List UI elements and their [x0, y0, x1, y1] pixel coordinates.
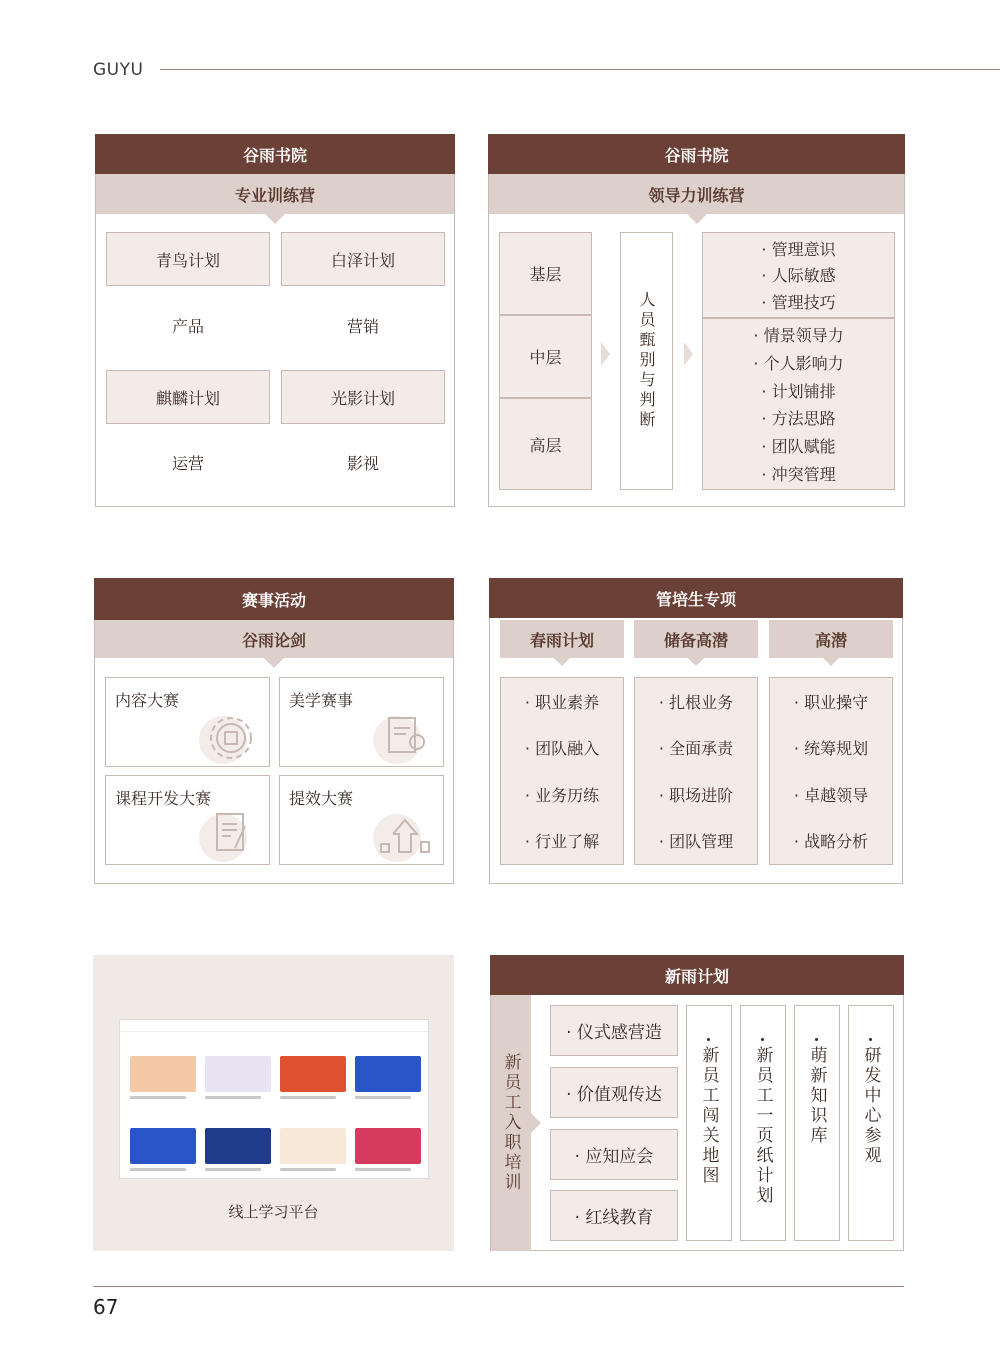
program-column [686, 1005, 732, 1241]
program-text: 萌新知识库 [806, 1046, 827, 1146]
head-notch [823, 658, 839, 666]
panel-subtitle-text: 专业训练营 [234, 185, 315, 205]
platform-screenshot [119, 1019, 429, 1179]
document-edit-icon [199, 800, 263, 864]
plan-area: 产品 [171, 316, 204, 336]
skill-item: · 团队赋能 [761, 434, 835, 457]
column-item: · 职场进阶 [659, 783, 733, 806]
panel-online-platform [93, 955, 454, 1251]
subtitle-notch [687, 214, 707, 224]
course-thumbnail [205, 1128, 271, 1164]
page-number: 67 [93, 1295, 119, 1319]
column-item: · 职业操守 [794, 690, 868, 713]
level-box: 高层 [499, 398, 592, 490]
skills-bottom-box [702, 318, 895, 490]
skills-top-list [703, 233, 894, 317]
caption-line [205, 1096, 261, 1099]
bullet-dot [869, 1038, 872, 1041]
program-text: 研发中心参观 [860, 1046, 881, 1166]
caption-line [280, 1168, 336, 1171]
side-notch [531, 1113, 541, 1133]
skills-bottom-list [703, 319, 894, 489]
column-item: · 职业素养 [525, 690, 599, 713]
column-list [634, 677, 758, 865]
contest-name: 课程开发大赛 [115, 789, 212, 808]
platform-caption: 线上学习平台 [228, 1203, 319, 1221]
skill-item: · 个人影响力 [753, 351, 843, 374]
column-item: · 卓越领导 [794, 783, 868, 806]
panel-newcomer-plan [490, 955, 904, 1251]
contest-card [105, 677, 270, 767]
panel-leadership-camp [488, 134, 905, 507]
caption-line [355, 1096, 411, 1099]
column-item: · 团队管理 [659, 829, 733, 852]
plan-box: 光影计划 [281, 370, 445, 424]
contest-card [279, 775, 444, 865]
plan-box: 白泽计划 [281, 232, 445, 286]
column-head-text: 储备高潜 [663, 630, 728, 650]
course-thumbnail [280, 1128, 346, 1164]
level-box: 基层 [499, 232, 592, 315]
upload-arrow-icon [373, 800, 437, 864]
column-item: · 业务历练 [525, 783, 599, 806]
skills-top-box [702, 232, 895, 318]
panel-competitions [94, 578, 454, 884]
orientation-item-text: · 应知应会 [575, 1142, 654, 1167]
course-thumbnail [280, 1056, 346, 1092]
subtitle-notch [265, 214, 285, 224]
column-item: · 全面承责 [659, 736, 733, 759]
course-thumbnail [355, 1128, 421, 1164]
orientation-item [550, 1067, 678, 1118]
head-notch [554, 658, 570, 666]
caption-line [355, 1168, 411, 1171]
level-box: 中层 [499, 315, 592, 398]
skill-item: · 冲突管理 [761, 462, 835, 485]
column-item: · 扎根业务 [659, 690, 733, 713]
column-list [500, 677, 624, 865]
column-head-text: 春雨计划 [529, 630, 594, 650]
program-column [740, 1005, 786, 1241]
panel-title: 管培生专项 [489, 578, 903, 618]
orientation-item-text: · 价值观传达 [566, 1080, 662, 1105]
course-thumbnail [355, 1056, 421, 1092]
orientation-item [550, 1129, 678, 1180]
contest-name: 提效大赛 [289, 789, 354, 808]
side-label-text: 新员工入职培训 [500, 1053, 521, 1193]
panel-professional-camp [95, 134, 455, 507]
panel-title: 谷雨书院 [488, 134, 905, 174]
panel-title: 谷雨书院 [95, 134, 455, 174]
bullet-dot [761, 1038, 764, 1041]
column-item: · 统筹规划 [794, 736, 868, 759]
skill-item: · 管理意识 [761, 237, 835, 260]
contest-card [279, 677, 444, 767]
brand-text: GUYU [93, 60, 144, 80]
column-item: · 行业了解 [525, 829, 599, 852]
panel-subtitle-text: 谷雨论剑 [241, 630, 306, 650]
side-label [491, 995, 531, 1251]
skill-item: · 情景领导力 [753, 323, 843, 346]
column-head [500, 620, 624, 658]
selection-box [620, 232, 673, 490]
contest-name: 美学赛事 [289, 691, 354, 710]
course-thumbnail [130, 1128, 196, 1164]
program-column [848, 1005, 894, 1241]
selection-text: 人员甄别与判断 [637, 291, 656, 431]
bullet-dot [707, 1038, 710, 1041]
panel-title: 新雨计划 [490, 955, 904, 995]
program-text: 新员工一页纸计划 [752, 1046, 773, 1206]
contest-name: 内容大赛 [115, 691, 180, 710]
caption-line [280, 1096, 336, 1099]
skill-item: · 人际敏感 [761, 263, 835, 286]
column-head-text: 高潜 [814, 630, 847, 650]
caption-line [205, 1168, 261, 1171]
panel-subtitle [489, 174, 904, 214]
column-head [634, 620, 758, 658]
skill-item: · 管理技巧 [761, 290, 835, 313]
certificate-icon [373, 702, 437, 766]
gear-icon [199, 702, 263, 766]
course-thumbnail [130, 1056, 196, 1092]
head-notch [688, 658, 704, 666]
screenshot-topbar [120, 1020, 428, 1032]
plan-box: 麒麟计划 [106, 370, 270, 424]
plan-area: 影视 [346, 453, 379, 473]
column-item: · 战略分析 [794, 829, 868, 852]
header-divider [160, 69, 1000, 70]
panel-trainee-program [489, 578, 903, 884]
orientation-item [550, 1005, 678, 1056]
panel-subtitle [95, 620, 453, 658]
skill-item: · 方法思路 [761, 406, 835, 429]
footer-divider [93, 1286, 904, 1287]
panel-subtitle [96, 174, 454, 214]
panel-title: 赛事活动 [94, 578, 454, 620]
bullet-dot [815, 1038, 818, 1041]
panel-subtitle-text: 领导力训练营 [648, 185, 745, 205]
plan-box: 青鸟计划 [106, 232, 270, 286]
subtitle-notch [264, 658, 284, 668]
caption-line [130, 1096, 186, 1099]
plan-area: 运营 [171, 453, 204, 473]
arrow-right-icon [601, 342, 610, 366]
column-item: · 团队融入 [525, 736, 599, 759]
course-thumbnail [205, 1056, 271, 1092]
orientation-item-text: · 红线教育 [575, 1203, 654, 1228]
contest-card [105, 775, 270, 865]
program-text: 新员工闯关地图 [698, 1046, 719, 1186]
skill-item: · 计划铺排 [761, 379, 835, 402]
orientation-item [550, 1190, 678, 1241]
orientation-item-text: · 仪式感营造 [566, 1018, 662, 1043]
column-head [769, 620, 893, 658]
plan-area: 营销 [346, 316, 379, 336]
caption-line [130, 1168, 186, 1171]
program-column [794, 1005, 840, 1241]
column-list [769, 677, 893, 865]
arrow-right-icon [684, 342, 693, 366]
